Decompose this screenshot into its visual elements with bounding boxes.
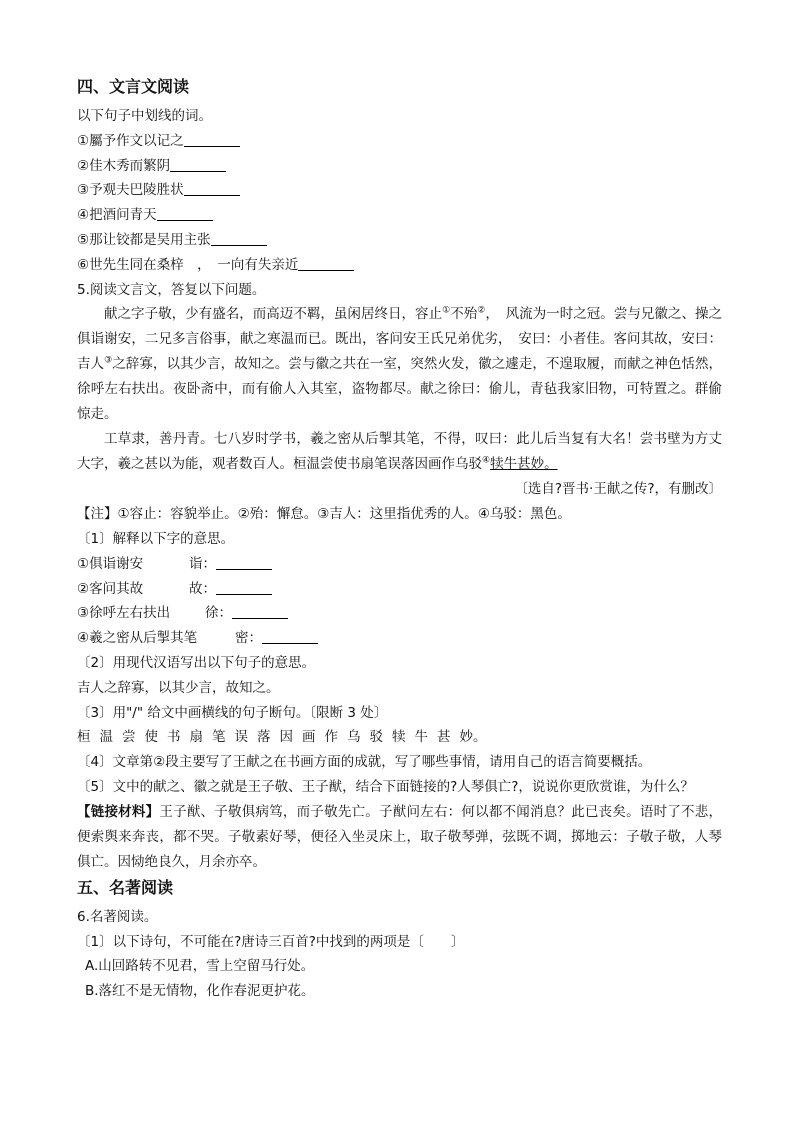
answer-blank[interactable] <box>157 206 213 221</box>
question-6-title: 6.名著阅读。 <box>77 908 158 925</box>
answer-blank[interactable] <box>298 256 354 271</box>
q6-sub-question-1: 〔1〕以下诗句，不可能在?唐诗三百首?中找到的两项是〔 〕 <box>77 933 465 950</box>
sub1-item-1: ①俱诣谢安 诣： <box>77 552 722 577</box>
sub1-item-2: ②客问其故 故： <box>77 577 722 602</box>
document-page <box>77 76 722 1004</box>
answer-blank[interactable] <box>170 157 226 172</box>
sub3-sentence: 桓 温 尝 使 书 扇 笔 误 落 因 画 作 乌 驳 犊 牛 甚 妙。 <box>77 729 487 746</box>
option-a[interactable]: A.山回路转不见君，雪上空留马行处。 <box>85 958 315 975</box>
answer-blank[interactable] <box>211 231 267 246</box>
answer-blank[interactable] <box>184 132 240 147</box>
sub-question-3: 〔3〕用"/" 给文中画横线的句子断句。〔限断 3 处〕 <box>77 704 388 721</box>
sub-question-1: 〔1〕解释以下字的意思。 <box>77 530 235 547</box>
section-5-heading: 五、名著阅读 <box>77 877 174 897</box>
answer-blank[interactable] <box>184 181 240 196</box>
answer-blank[interactable] <box>232 604 288 619</box>
answer-blank[interactable] <box>262 629 318 644</box>
sub1-item-4: ④羲之密从后掣其笔 密： <box>77 626 722 651</box>
section-4-intro: 以下句子中划线的词。 <box>77 108 212 124</box>
item-2: ②佳木秀而繁阴 <box>77 154 722 179</box>
item-6: ⑥世先生同在桑梓 ， 一向有失亲近 <box>77 253 722 278</box>
question-5-title: 5.阅读文言文，答复以下问题。 <box>77 281 266 298</box>
passage-source: 〔选自?晋书·王献之传?，有删改〕 <box>514 481 722 498</box>
section-4-heading: 四、文言文阅读 <box>77 77 190 96</box>
answer-blank[interactable] <box>216 555 272 570</box>
item-5: ⑤那让铰都是吴用主张 <box>77 228 722 253</box>
sub-question-2: 〔2〕用现代汉语写出以下句子的意思。 <box>77 654 316 671</box>
annotation-note: 【注】①容止：容貌举止。②殆：懈怠。③吉人：这里指优秀的人。④乌驳：黑色。 <box>77 506 571 523</box>
passage-paragraph-1: 献之字子敬，少有盛名，而高迈不羁，虽闲居终日，容止①不殆②， 风流为一时之冠。尝与兄徽之、操之俱诣谢安，二兄多言俗事，献之寒温而已。既出，客问安王氏兄弟优劣， 安曰：小者佳。客问其故，安曰：吉人③之辞寡，以其少言，故知之。尝与徽之共在一室，突然火发，徽之遽走，不遑取履，而献之神色恬然，徐呼左右扶出。夜卧斋中，而有偷人入其室，盗物都尽。献之徐曰：偷儿，青毡我家旧物，可特置之。群偷惊走。 <box>77 305 723 423</box>
link-material: 【链接材料】王子猷、子敬俱病笃，而子敬先亡。子猷问左右：何以都不闻消息？此已丧矣。语时了不悲，便索舆来奔丧，都不哭。子敬素好琴，便径入坐灵床上，取子敬琴弹，弦既不调，掷地云：子敬子敬，人琴俱亡。因恸绝良久，月余亦卒。 <box>77 803 723 870</box>
answer-blank[interactable] <box>216 580 272 595</box>
option-b[interactable]: B.落红不是无情物，化作春泥更护花。 <box>85 983 315 1000</box>
underlined-sentence: 犊牛甚妙。 <box>490 456 558 473</box>
item-1: ①屬予作文以记之 <box>77 129 722 154</box>
item-4: ④把酒问青天 <box>77 203 722 228</box>
sub1-item-3: ③徐呼左右扶出 徐： <box>77 601 722 626</box>
sub-question-4: 〔4〕文章第②段主要写了王献之在书画方面的成就，写了哪些事情，请用自己的语言简要概括。 <box>77 754 652 771</box>
sub2-sentence: 吉人之辞寡，以其少言，故知之。 <box>77 679 280 696</box>
sub-question-5: 〔5〕文中的献之、徽之就是王子敬、王子猷，结合下面链接的?人琴俱亡?，说说你更欣赏谁，为什么？ <box>77 778 694 795</box>
item-3: ③予观夫巴陵胜状 <box>77 178 722 203</box>
passage-paragraph-2: 工草隶，善丹青。七八岁时学书，羲之密从后掣其笔，不得，叹曰：此儿后当复有大名！尝书壁为方丈大字，羲之甚以为能，观者数百人。桓温尝使书扇笔误落因画作乌驳④犊牛甚妙。 <box>77 431 722 473</box>
